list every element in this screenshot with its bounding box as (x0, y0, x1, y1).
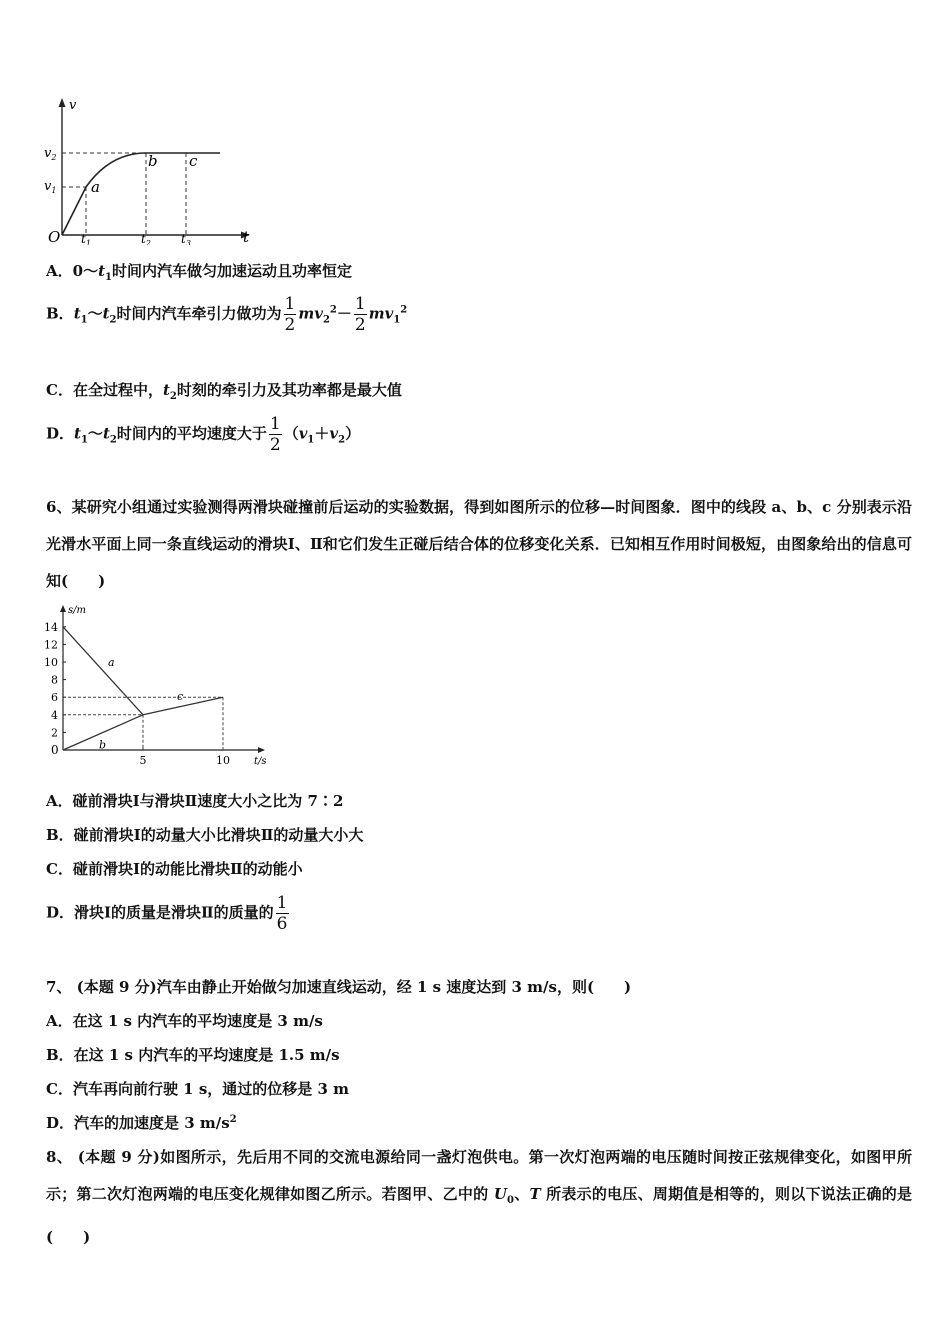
q6-d-text: D．滑块Ⅰ的质量是滑块Ⅱ的质量的 (46, 903, 274, 922)
vt-v2-label: $v_2$ (44, 146, 57, 162)
q8-u-sub: 0 (506, 1195, 514, 1206)
q8-u: U (493, 1185, 507, 1203)
q6-option-a: A．碰前滑块Ⅰ与滑块Ⅱ速度大小之比为 7∶2 (46, 792, 344, 810)
vt-v1-label: $v_1$ (44, 179, 57, 195)
q6-d-frac-num: 1 (276, 893, 288, 913)
q7-option-b: B．在这 1 s 内汽车的平均速度是 1.5 m/s (46, 1046, 340, 1064)
q5-b-term2: mv (368, 304, 394, 323)
q5-b-term2-sq: 2 (400, 304, 408, 316)
q8-part1: 8、 (本题 9 分)如图所示，先后用不同的交流电源给同一盏灯泡供电。第一次灯泡两端的电压随时间按正弦规律变化，如图甲所示；第二次灯泡两端的电压变化规律如图乙所示。若图甲、乙中的 (46, 1148, 912, 1203)
q5-d-v1: v (298, 424, 308, 443)
q5-d-frac-den: 2 (269, 435, 281, 455)
q5-d-vsub1: 1 (307, 434, 315, 446)
st-ytick-label-8: 8 (51, 673, 58, 687)
q5-d-paren-open: （ (283, 424, 299, 443)
q5-d-t1: t (74, 424, 81, 443)
q5-b-frac-1-num: 1 (284, 294, 296, 314)
q5-a-rest: 时间内汽车做匀加速运动且功率恒定 (111, 262, 352, 280)
q5-d-t2: t (102, 424, 110, 443)
q5-d-frac (269, 414, 282, 455)
q6-d-frac (276, 893, 289, 934)
q5-b-frac-1-den: 2 (284, 315, 296, 335)
q5-b-minus: － (336, 304, 352, 323)
st-ytick-label-12: 12 (44, 638, 58, 652)
q5-d-rest: 时间内的平均速度大于 (116, 424, 267, 443)
st-series-a (63, 627, 143, 715)
st-y-arrow (60, 605, 66, 612)
q5-option-a (46, 260, 352, 283)
st-series-label-b: b (99, 738, 107, 752)
q6-option-d (46, 893, 291, 934)
q5-b-sub1: 1 (80, 314, 88, 326)
q5-c-sub: 2 (169, 391, 177, 402)
st-xtick-label-5: 5 (139, 754, 147, 767)
q5-option-d (46, 414, 360, 455)
q5-a-t: t (98, 262, 106, 280)
q5-b-term1: mv (298, 304, 323, 323)
st-ylabel: s/m (68, 605, 86, 616)
st-series-label-a: a (108, 655, 115, 669)
st-ytick-label-10: 10 (44, 656, 58, 669)
st-chart (35, 600, 285, 770)
q8-stem (46, 1139, 912, 1256)
q5-b-term2-sub: 1 (393, 314, 401, 326)
q5-a-prefix: A．0～ (46, 262, 99, 280)
q6-option-c: C．碰前滑块Ⅰ的动能比滑块Ⅱ的动能小 (46, 860, 303, 878)
vt-point-c: c (189, 152, 198, 170)
q5-b-prefix: B． (46, 304, 74, 323)
q5-b-term1-sub: 2 (322, 314, 330, 326)
st-ytick-label-2: 2 (51, 726, 58, 740)
st-xtick-label-10: 10 (216, 754, 230, 767)
q5-b-term1-sq: 2 (329, 304, 337, 316)
st-ytick-label-14: 14 (44, 620, 58, 634)
st-ytick-label-6: 6 (51, 691, 58, 705)
vt-t3-label: $t_3$ (181, 232, 191, 245)
q7-option-c: C．汽车再向前行驶 1 s，通过的位移是 3 m (46, 1080, 350, 1098)
q5-d-sub2: 2 (109, 434, 117, 446)
q5-c-prefix: C．在全过程中， (46, 381, 163, 399)
vt-t2-label: $t_2$ (141, 232, 151, 245)
q8-sep: 、 (513, 1185, 530, 1203)
q5-b-sub2: 2 (109, 314, 117, 326)
q8-t: T (529, 1185, 541, 1203)
q5-b-sep: ～ (87, 304, 103, 323)
q5-d-frac-num: 1 (269, 414, 281, 434)
q5-b-frac-2-den: 2 (354, 315, 366, 335)
st-series-label-c: c (177, 690, 184, 703)
q5-c-t: t (162, 381, 170, 399)
st-x-arrow (258, 747, 265, 753)
vt-y-arrow (59, 98, 66, 107)
q5-d-paren-close: ） (345, 424, 361, 443)
q7-stem: 7、 (本题 9 分)汽车由静止开始做匀加速直线运动，经 1 s 速度达到 3 m/s，则( ) (46, 978, 632, 996)
q5-b-rest: 时间内汽车牵引力做功为 (116, 304, 282, 323)
q7-option-a: A．在这 1 s 内汽车的平均速度是 3 m/s (46, 1012, 323, 1030)
q5-d-v2: v (329, 424, 339, 443)
q8-part2: 所表示的电压、周期值是相等的，则以下说法正确的是( ) (46, 1185, 912, 1246)
q5-d-vsub2: 2 (338, 434, 346, 446)
vt-origin: O (48, 228, 61, 245)
vt-point-b: b (148, 152, 158, 170)
q5-b-t2: t (102, 304, 110, 323)
q5-b-frac-2-num: 1 (354, 294, 366, 314)
q6-option-b: B．碰前滑块Ⅰ的动量大小比滑块Ⅱ的动量大小大 (46, 826, 364, 844)
q7-d-sup: 2 (229, 1114, 237, 1125)
q5-b-frac-2 (354, 294, 367, 335)
q6-d-frac-den: 6 (276, 914, 288, 934)
q6-stem: 6、某研究小组通过实验测得两滑块碰撞前后运动的实验数据，得到如图所示的位移—时间图象．图中的线段 a、b、c 分别表示沿光滑水平面上同一条直线运动的滑块Ⅰ、Ⅱ和它们发生正碰后结合体的位移变化关系．已知相互作用时间极短，由图象给出的信息可知( ) (46, 498, 912, 590)
q5-b-t1: t (73, 304, 81, 323)
st-ytick-label-4: 4 (51, 708, 58, 722)
q5-c-rest: 时刻的牵引力及其功率都是最大值 (176, 381, 402, 399)
q5-d-plus: ＋ (314, 424, 330, 443)
vt-point-a: a (91, 178, 100, 196)
q5-d-sub1: 1 (80, 434, 88, 446)
q7-option-d (46, 1112, 237, 1133)
q7-d-text: D．汽车的加速度是 3 m/s (46, 1114, 230, 1132)
q5-option-c (46, 379, 402, 402)
q5-a-sub: 1 (105, 272, 112, 283)
q5-b-frac-1 (284, 294, 297, 335)
vt-t1-label: $t_1$ (81, 232, 91, 245)
q5-d-sep: ～ (87, 424, 103, 443)
vt-graph (40, 95, 270, 245)
q5-d-prefix: D． (46, 424, 75, 443)
vt-ylabel: v (69, 98, 77, 113)
vt-xlabel: t (243, 228, 250, 245)
st-origin: 0 (51, 743, 59, 757)
st-xlabel: t/s (254, 756, 267, 767)
q5-option-b (46, 294, 407, 335)
